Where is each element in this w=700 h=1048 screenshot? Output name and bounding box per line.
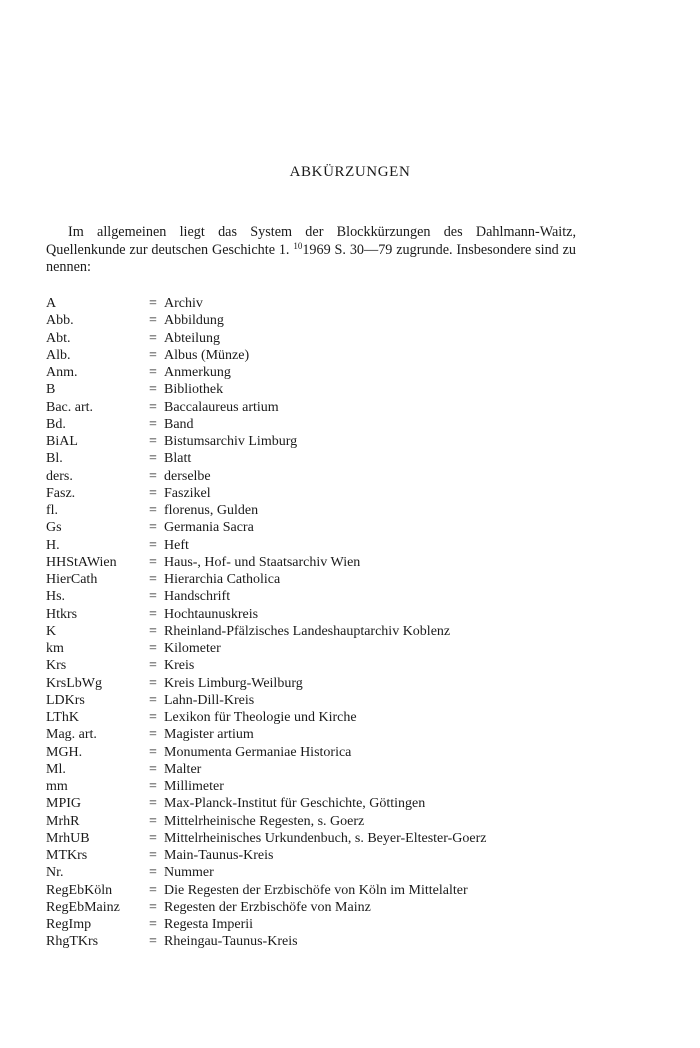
abbreviation-entry [46,933,606,950]
abbreviation-entry [46,692,606,709]
abbreviation-entry [46,864,606,881]
equals-sign: = [149,658,157,674]
abbreviation-term: Abt. [46,330,71,346]
abbreviation-definition: Millimeter [164,779,224,794]
abbreviation-term: LThK [46,710,79,725]
equals-sign: = [149,399,157,415]
equals-sign: = [149,313,157,329]
abbreviation-entry [46,744,606,761]
abbreviation-term: Nr. [46,865,64,881]
abbreviation-definition: Max-Planck-Institut für Geschichte, Göttingen [164,796,426,812]
abbreviation-entry [46,519,606,536]
abbreviation-entry [46,330,606,347]
abbreviation-term: RhgTKrs [46,934,99,950]
equals-sign: = [149,503,157,518]
abbreviation-entry [46,347,606,364]
abbreviation-definition: Anmerkung [164,365,231,380]
abbreviation-entry [46,916,606,933]
intro-paragraph [46,224,576,277]
abbreviation-term: RegEbKöln [46,882,113,898]
abbreviation-definition: Albus (Münze) [164,347,250,363]
intro-text-end: 1969 S. 30—79 zugrunde. Insbesondere sind zu nennen: [46,241,576,275]
abbreviation-term: A [46,296,57,311]
page-title: ABKÜRZUNGEN [289,164,411,180]
equals-sign: = [149,365,157,380]
abbreviation-entry [46,623,606,640]
abbreviation-definition: Mittelrheinisches Urkundenbuch, s. Beyer-Eltester-Goerz [164,830,487,846]
abbreviation-definition: Abbildung [164,313,224,329]
equals-sign: = [149,710,157,725]
abbreviation-term: KrsLbWg [46,675,102,691]
abbreviation-term: km [46,641,64,656]
abbreviation-term: Abb. [46,313,74,329]
abbreviation-definition: Rheingau-Taunus-Kreis [164,934,298,950]
abbreviation-term: mm [46,779,68,794]
abbreviation-term: H. [46,537,60,553]
abbreviation-entry [46,847,606,864]
abbreviation-definition: florenus, Gulden [164,503,259,518]
abbreviation-definition: Blatt [164,451,192,467]
abbreviation-definition: Hochtaunuskreis [164,606,259,622]
abbreviation-definition: Haus-, Hof- und Staatsarchiv Wien [164,554,361,570]
abbreviation-entry [46,416,606,433]
abbreviation-definition: Kreis Limburg-Weilburg [164,675,303,691]
abbreviation-definition: Baccalaureus artium [164,399,279,415]
abbreviation-term: MrhUB [46,830,90,846]
abbreviation-entry [46,830,606,847]
abbreviation-entry [46,468,606,485]
abbreviation-entry [46,606,606,623]
abbreviation-entry [46,537,606,554]
equals-sign: = [149,744,157,760]
abbreviation-term: LDKrs [46,692,85,708]
equals-sign: = [149,554,157,570]
abbreviation-term: MGH. [46,744,83,760]
equals-sign: = [149,917,157,932]
equals-sign: = [149,330,157,346]
abbreviation-entry [46,588,606,605]
equals-sign: = [149,779,157,794]
abbreviation-term: Gs [46,520,62,536]
abbreviation-definition: Hierarchia Catholica [164,572,281,587]
abbreviation-definition: Kilometer [164,641,221,656]
abbreviation-entry [46,813,606,830]
abbreviation-entry [46,709,606,726]
edition-superscript: 10 [293,240,303,251]
abbreviation-term: HHStAWien [46,554,117,570]
abbreviation-term: Bac. art. [46,399,94,415]
equals-sign: = [149,537,157,553]
abbreviation-definition: Die Regesten der Erzbischöfe von Köln im Mittelalter [164,882,468,898]
abbreviation-definition: Handschrift [164,589,231,605]
equals-sign: = [149,641,157,656]
equals-sign: = [149,899,157,915]
abbreviation-definition: Germania Sacra [164,520,254,536]
abbreviation-term: Fasz. [46,485,76,501]
equals-sign: = [149,865,157,881]
abbreviation-term: Krs [46,658,67,674]
abbreviation-entry [46,761,606,778]
abbreviation-term: HierCath [46,572,98,587]
equals-sign: = [149,347,157,363]
equals-sign: = [149,727,157,743]
abbreviation-entry [46,502,606,519]
abbreviation-definition: Lahn-Dill-Kreis [164,692,255,708]
abbreviation-definition: Archiv [164,296,203,311]
equals-sign: = [149,572,157,587]
equals-sign: = [149,434,157,449]
abbreviation-term: Alb. [46,347,71,363]
abbreviation-term: fl. [46,503,59,518]
abbreviation-term: Bd. [46,416,66,432]
equals-sign: = [149,882,157,898]
abbreviation-term: MrhR [46,813,80,829]
equals-sign: = [149,485,157,501]
abbreviation-definition: Magister artium [164,727,254,743]
abbreviation-entry [46,571,606,588]
abbreviation-definition: Mittelrheinische Regesten, s. Goerz [164,813,365,829]
abbreviation-definition: Nummer [164,865,214,881]
abbreviation-entry [46,381,606,398]
equals-sign: = [149,675,157,691]
abbreviation-definition: Kreis [164,658,195,674]
equals-sign: = [149,451,157,467]
equals-sign: = [149,848,157,863]
abbreviation-definition: derselbe [164,468,211,484]
abbreviation-term: Mag. art. [46,727,97,743]
abbreviation-term: Anm. [46,365,78,380]
equals-sign: = [149,606,157,622]
abbreviation-definition: Regesten der Erzbischöfe von Mainz [164,899,371,915]
abbreviation-definition: Heft [164,537,189,553]
abbreviation-definition: Malter [164,761,202,777]
equals-sign: = [149,813,157,829]
equals-sign: = [149,520,157,536]
equals-sign: = [149,830,157,846]
abbreviation-term: ders. [46,468,73,484]
abbreviation-term: RegEbMainz [46,899,120,915]
abbreviation-entry [46,295,606,312]
abbreviation-entry [46,554,606,571]
abbreviation-definition: Band [164,416,194,432]
abbreviation-entry [46,726,606,743]
abbreviation-term: MPIG [46,796,82,812]
abbreviation-entry [46,364,606,381]
abbreviation-entry [46,778,606,795]
abbreviation-entry [46,795,606,812]
abbreviation-definition: Monumenta Germaniae Historica [164,744,352,760]
abbreviation-entry [46,899,606,916]
equals-sign: = [149,416,157,432]
abbreviation-entry [46,450,606,467]
equals-sign: = [149,692,157,708]
abbreviation-definition: Main-Taunus-Kreis [164,848,274,863]
abbreviation-definition: Faszikel [164,485,211,501]
equals-sign: = [149,934,157,950]
abbreviation-definition: Lexikon für Theologie und Kirche [164,710,357,725]
intro-text-start: Im allgemeinen liegt das System der Blockkürzungen des Dahlmann-Waitz, Quellenkunde zur deutschen Geschichte 1. [46,224,576,258]
abbreviation-term: BiAL [46,434,78,449]
equals-sign: = [149,468,157,484]
abbreviation-term: Ml. [46,761,66,777]
equals-sign: = [149,761,157,777]
abbreviation-term: RegImp [46,917,92,932]
equals-sign: = [149,796,157,812]
abbreviation-definition: Bistumsarchiv Limburg [164,434,298,449]
abbreviation-entry [46,399,606,416]
equals-sign: = [149,382,157,398]
abbreviation-term: B [46,382,56,398]
abbreviation-term: K [46,623,57,639]
abbreviation-definition: Bibliothek [164,382,224,398]
abbreviation-definition: Rheinland-Pfälzisches Landeshauptarchiv Koblenz [164,623,451,639]
abbreviation-entry [46,675,606,692]
abbreviation-entry [46,433,606,450]
equals-sign: = [149,589,157,605]
abbreviation-term: Htkrs [46,606,78,622]
equals-sign: = [149,623,157,639]
abbreviation-definition: Regesta Imperii [164,917,254,932]
equals-sign: = [149,296,157,311]
abbreviation-entry [46,485,606,502]
abbreviation-definition: Abteilung [164,330,220,346]
abbreviation-entry [46,640,606,657]
abbreviation-list [46,295,606,951]
abbreviation-term: Hs. [46,589,66,605]
abbreviation-term: MTKrs [46,848,88,863]
abbreviation-entry [46,312,606,329]
abbreviation-entry [46,657,606,674]
abbreviation-entry [46,882,606,899]
abbreviation-term: Bl. [46,451,63,467]
